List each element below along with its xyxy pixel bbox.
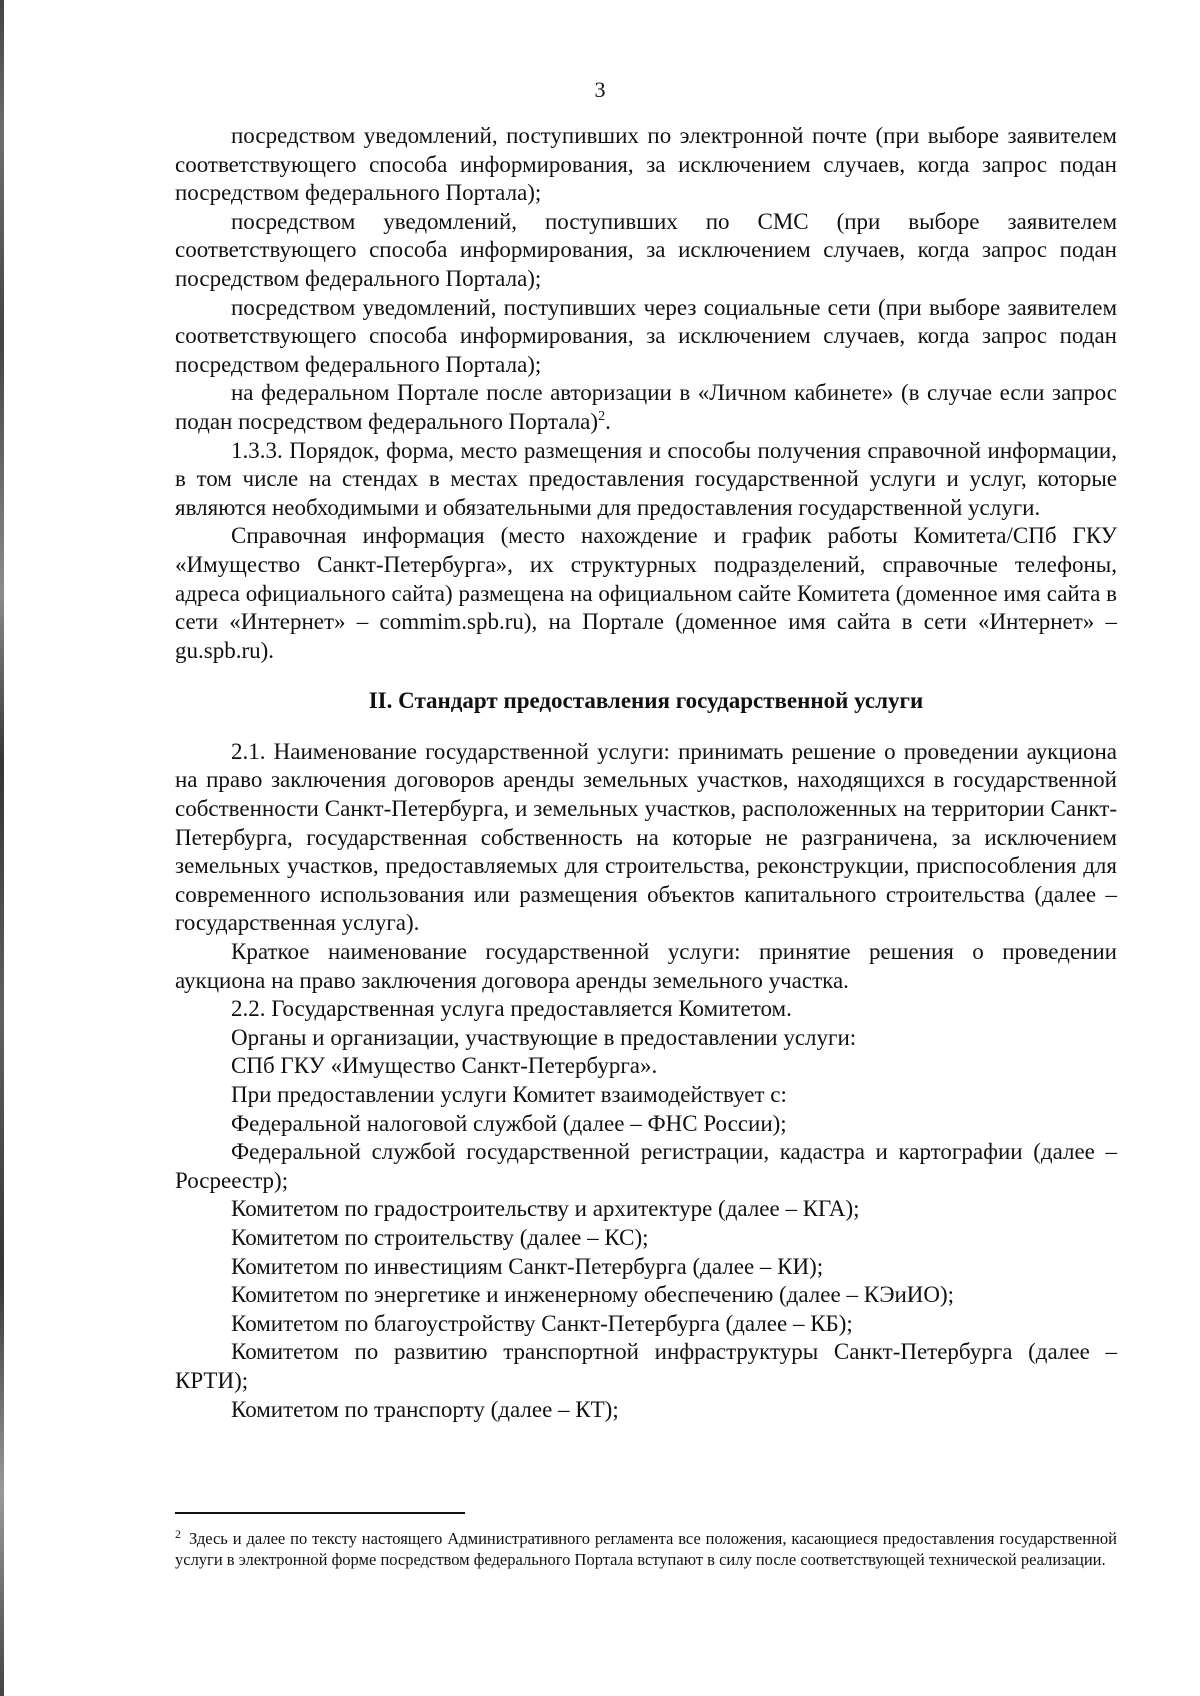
- footnote-reference[interactable]: 2: [598, 408, 606, 424]
- paragraph-text: на федеральном Портале после авторизации в «Личном кабинете» (в случае если запрос подан посредством федерального Портала): [175, 380, 1117, 434]
- paragraph: Справочная информация (место нахождение и график работы Комитета/СПб ГКУ «Имущество Санкт-Петербурга», их структурных подразделений, справочные телефоны, адреса официального сайта) размещена на официальном сайте Комитета (доменное имя сайта в сети «Интернет» – commim.spb.ru), на Портале (доменное имя сайта в сети «Интернет» – gu.spb.ru).: [175, 523, 1117, 663]
- paragraph: СПб ГКУ «Имущество Санкт-Петербурга».: [231, 1053, 658, 1079]
- paragraph: посредством уведомлений, поступивших по СМС (при выборе заявителем соответствующего способа информирования, за исключением случаев, когда запрос подан посредством федерального Портала);: [175, 208, 1117, 291]
- footnote-paragraph: [175, 1528, 1117, 1570]
- footnote-text: Здесь и далее по тексту настоящего Административного регламента все положения, касающиеся предоставления государственной услуги в электронной форме посредством федерального Портала вступают в силу после соответствующей технической реализации.: [175, 1529, 1117, 1569]
- paragraph: Комитетом по инвестициям Санкт-Петербурга (далее – КИ);: [231, 1253, 824, 1279]
- paragraph: Краткое наименование государственной услуги: принятие решения о проведении аукциона на право заключения договора аренды земельного участка.: [175, 939, 1117, 993]
- paragraph: 2.2. Государственная услуга предоставляется Комитетом.: [231, 996, 792, 1022]
- paragraph: 1.3.3. Порядок, форма, место размещения и способы получения справочной информации, в том числе на стендах в местах предоставления государственной услуги и услуг, которые являются необходимыми и обязательными для предоставления государственной услуги.: [175, 437, 1117, 520]
- paragraph: При предоставлении услуги Комитет взаимодействует с:: [231, 1082, 787, 1107]
- paragraph: Комитетом по транспорту (далее – КТ);: [231, 1396, 619, 1422]
- paragraph: Комитетом по строительству (далее – КС);: [231, 1224, 649, 1250]
- paragraph: Комитетом по энергетике и инженерному обеспечению (далее – КЭиИО);: [231, 1282, 955, 1308]
- paragraph: посредством уведомлений, поступивших через социальные сети (при выборе заявителем соответствующего способа информирования, за исключением случаев, когда запрос подан посредством федерального Портала);: [175, 294, 1117, 377]
- footnote-separator: [175, 1512, 465, 1514]
- footnote-mark: 2: [175, 1527, 181, 1541]
- paragraph: Федеральной службой государственной регистрации, кадастра и картографии (далее – Росреестр);: [175, 1139, 1117, 1193]
- paragraph: посредством уведомлений, поступивших по электронной почте (при выборе заявителем соответствующего способа информирования, за исключением случаев, когда запрос подан посредством федерального Портала);: [175, 123, 1117, 206]
- footnote: [175, 1528, 1117, 1570]
- main-text: [175, 122, 1117, 1424]
- paragraph-with-footnote: [175, 379, 1117, 436]
- page-number: 3: [594, 77, 606, 102]
- section-heading: II. Стандарт предоставления государственной услуги: [368, 688, 924, 714]
- scan-edge-artifact: [0, 0, 4, 1696]
- paragraph: 2.1. Наименование государственной услуги: принимать решение о проведении аукциона на право заключения договоров аренды земельных участков, находящихся в государственной собственности Санкт-Петербурга, и земельных участков, расположенных на территории Санкт-Петербурга, государственная собственность на которые не разграничена, за исключением земельных участков, предоставляемых для строительства, реконструкции, приспособления для современного использования или размещения объектов капитального строительства (далее – государственная услуга).: [175, 738, 1117, 936]
- paragraph-tail: .: [605, 408, 611, 434]
- paragraph: Органы и организации, участвующие в предоставлении услуги:: [231, 1024, 857, 1050]
- paragraph: Комитетом по благоустройству Санкт-Петербурга (далее – КБ);: [231, 1310, 853, 1336]
- paragraph: Федеральной налоговой службой (далее – ФНС России);: [231, 1110, 787, 1136]
- paragraph: Комитетом по развитию транспортной инфраструктуры Санкт-Петербурга (далее – КРТИ);: [175, 1339, 1117, 1393]
- paragraph: Комитетом по градостроительству и архитектуре (далее – КГА);: [231, 1196, 860, 1222]
